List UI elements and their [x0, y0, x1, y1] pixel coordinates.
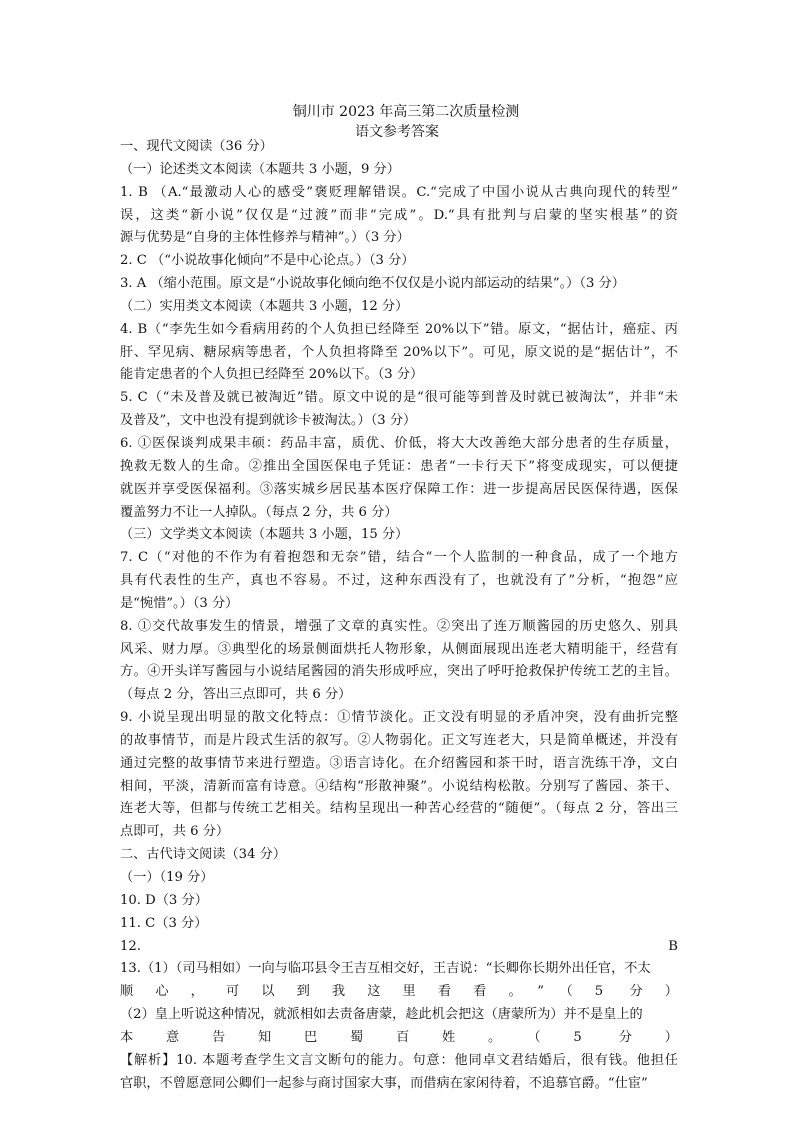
text-line: 【解析】10. 本题考查学生文言文断句的能力。句意：他同卓文君结婚后，很有钱。他担任 — [120, 1052, 678, 1068]
text-line: 挽救无数人的生命。②推出全国医保电子凭证：患者“一卡行天下”将变成现实，可以便捷 — [120, 458, 678, 474]
text-line: 误，这类“新小说”仅仅是“过渡”而非“完成”。D.“具有批判与启蒙的坚实根基”的资 — [120, 207, 678, 223]
text-line: 3. A （缩小范围。原文是“小说故事化倾向绝不仅仅是小说内部运动的结果”。）（3 分） — [120, 276, 625, 292]
text-line: 4. B（“李先生如今看病用药的个人负担已经降至 20%以下”错。原文，“据估计，癌症、丙 — [120, 321, 678, 337]
text-line: 一、现代文阅读（36 分） — [120, 139, 273, 154]
document-title: 铜川市 2023 年高三第二次质量检测 — [292, 104, 520, 120]
text-line: 13.（1）（司马相如）一向与临邛县令王吉互相交好，王吉说：“长卿你长期外出任官，不太 — [120, 961, 651, 977]
document-subtitle: 语文参考答案 — [355, 124, 439, 140]
text-line: 是“惋惜”。）（3 分） — [120, 595, 239, 611]
text-line: 的故事情节，而是片段式生活的叙写。②人物弱化。正文写连老大，只是简单概述，并没有 — [120, 732, 678, 748]
text-line: 6. ①医保谈判成果丰硕：药品丰富，质优、价低，将大大改善绝大部分患者的生存质量， — [120, 435, 678, 451]
text-line: （三）文学类文本阅读（本题共 3 小题，15 分） — [120, 527, 409, 543]
text-line: 7. C（“对他的不作为有着抱怨和无奈”错，结合“一个人监制的一种食品，成了一个地方 — [120, 550, 678, 566]
text-line: （2）皇上听说这种情况，就派相如去责备唐蒙，趁此机会把这（唐蒙所为）并不是皇上的 — [120, 1007, 643, 1023]
answer-text-body — [120, 136, 678, 1095]
text-line: 1. B （A.“最激动人心的感受”褒贬理解错误。C.“完成了中国小说从古典向现代的转型” — [120, 184, 678, 200]
text-line: 及普及”，文中也没有提到就诊卡被淘汰。）（3 分） — [120, 413, 417, 429]
text-line: 连老大等，但都与传统工艺相关。结构呈现出一种苦心经营的“随便”。（每点 2 分，答出三 — [120, 801, 678, 817]
text-line: 10. D（3 分） — [120, 892, 208, 908]
text-line: 12. B — [120, 938, 678, 954]
text-line: 8. ①交代故事发生的情景，增强了文章的真实性。②突出了连万顺酱园的历史悠久、别具 — [120, 618, 678, 634]
text-line: （一）（19 分） — [120, 870, 214, 885]
text-line: 11. C（3 分） — [120, 915, 208, 931]
text-line: 风采、财力厚。③典型化的场景侧面烘托人物形象，从侧面展现出连老大精明能干，经营有 — [120, 641, 678, 657]
text-line: （每点 2 分，答出三点即可，共 6 分） — [120, 687, 352, 703]
text-line: 2. C （“小说故事化倾向”不是中心论点。）（3 分） — [120, 253, 415, 269]
text-line: （一）论述类文本阅读（本题共 3 小题，9 分） — [120, 161, 400, 177]
text-line: （二）实用类文本阅读（本题共 3 小题，12 分） — [120, 298, 409, 314]
text-line: 覆盖努力不让一人掉队。（每点 2 分，共 6 分） — [120, 504, 398, 520]
text-line: 就医并享受医保福利。③落实城乡居民基本医疗保障工作：进一步提高居民医保待遇，医保 — [120, 481, 678, 497]
text-line: 相间，平淡，清新而富有诗意。④结构“形散神聚”。小说结构松散。分别写了酱园、茶干、 — [120, 778, 678, 794]
text-line: 源与优势是“自身的主体性修养与精神”。）（3 分） — [120, 230, 410, 246]
text-line: 点即可，共 6 分） — [120, 824, 230, 840]
text-line: 能肯定患者的个人负担已经降至 20%以下。（3 分） — [120, 367, 424, 383]
text-line: 官职，不曾愿意同公卿们一起参与商讨国家大事，而借病在家闲待着，不追慕官爵。“仕宦” — [120, 1075, 648, 1091]
text-line: 二、古代诗文阅读（34 分） — [120, 847, 287, 863]
text-line: 9. 小说呈现出明显的散文化特点：①情节淡化。正文没有明显的矛盾冲突，没有曲折完整 — [120, 710, 678, 726]
text-line: 具有代表性的生产，真也不容易。不过，这种东西没有了，也就没有了”分析，“抱怨”应 — [120, 573, 678, 589]
text-line: 肝、罕见病、糖尿病等患者，个人负担将降至 20%以下”。可见，原文说的是“据估计”，不 — [120, 344, 678, 360]
text-line: 方。④开头详写酱园与小说结尾酱园的消失形成呼应，突出了呼吁抢救保护传统工艺的主旨。 — [120, 664, 678, 680]
text-line: 顺心，可以到我这里看看。”（5 分） — [120, 984, 678, 1000]
text-line: 通过完整的故事情节来进行塑造。③语言诗化。在介绍酱园和茶干时，语言洗练干净，文白 — [120, 755, 678, 771]
text-line: 5. C（“未及普及就已被淘近”错。原文中说的是“很可能等到普及时就已被淘汰”，并非“未 — [120, 390, 678, 406]
text-line: 本意告知巴蜀百姓。（5 分） — [120, 1029, 678, 1045]
